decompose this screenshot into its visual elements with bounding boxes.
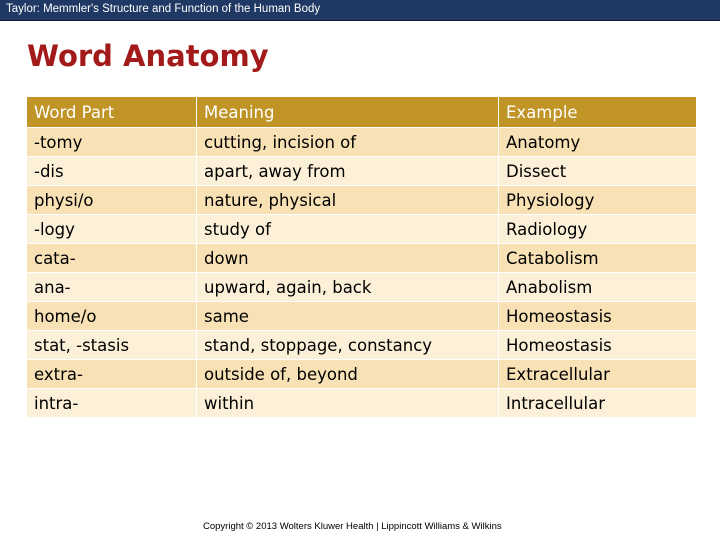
meaning-cell: cutting, incision of (197, 128, 499, 157)
word-part-cell: stat, -stasis (27, 331, 197, 360)
word-part-cell: ana- (27, 273, 197, 302)
table-row (27, 186, 697, 215)
table-row (27, 128, 697, 157)
table-row (27, 244, 697, 273)
example-cell: Dissect (499, 157, 697, 186)
column-header-meaning: Meaning (197, 97, 499, 128)
meaning-cell: same (197, 302, 499, 331)
table-row (27, 360, 697, 389)
table-header-row (27, 97, 697, 128)
example-cell: Anabolism (499, 273, 697, 302)
word-part-cell: -tomy (27, 128, 197, 157)
table-row (27, 273, 697, 302)
meaning-cell: apart, away from (197, 157, 499, 186)
header-bar (0, 0, 720, 21)
meaning-cell: upward, again, back (197, 273, 499, 302)
example-cell: Anatomy (499, 128, 697, 157)
meaning-cell: study of (197, 215, 499, 244)
example-cell: Physiology (499, 186, 697, 215)
example-cell: Intracellular (499, 389, 697, 418)
book-title: Taylor: Memmler's Structure and Function of the Human Body (6, 3, 321, 15)
example-cell: Homeostasis (499, 331, 697, 360)
column-header-word-part: Word Part (27, 97, 197, 128)
word-part-cell: physi/o (27, 186, 197, 215)
table-row (27, 157, 697, 186)
table-row (27, 389, 697, 418)
example-cell: Extracellular (499, 360, 697, 389)
example-cell: Catabolism (499, 244, 697, 273)
table-row (27, 302, 697, 331)
word-anatomy-table (26, 96, 697, 418)
word-part-cell: -dis (27, 157, 197, 186)
word-part-cell: extra- (27, 360, 197, 389)
meaning-cell: within (197, 389, 499, 418)
column-header-example: Example (499, 97, 697, 128)
word-part-cell: home/o (27, 302, 197, 331)
table-row (27, 331, 697, 360)
word-part-cell: intra- (27, 389, 197, 418)
slide-title: Word Anatomy (27, 39, 269, 73)
example-cell: Radiology (499, 215, 697, 244)
meaning-cell: stand, stoppage, constancy (197, 331, 499, 360)
word-part-cell: cata- (27, 244, 197, 273)
meaning-cell: outside of, beyond (197, 360, 499, 389)
table-row (27, 215, 697, 244)
meaning-cell: down (197, 244, 499, 273)
meaning-cell: nature, physical (197, 186, 499, 215)
example-cell: Homeostasis (499, 302, 697, 331)
copyright-footer: Copyright © 2013 Wolters Kluwer Health | Lippincott Williams & Wilkins (203, 521, 502, 532)
word-part-cell: -logy (27, 215, 197, 244)
